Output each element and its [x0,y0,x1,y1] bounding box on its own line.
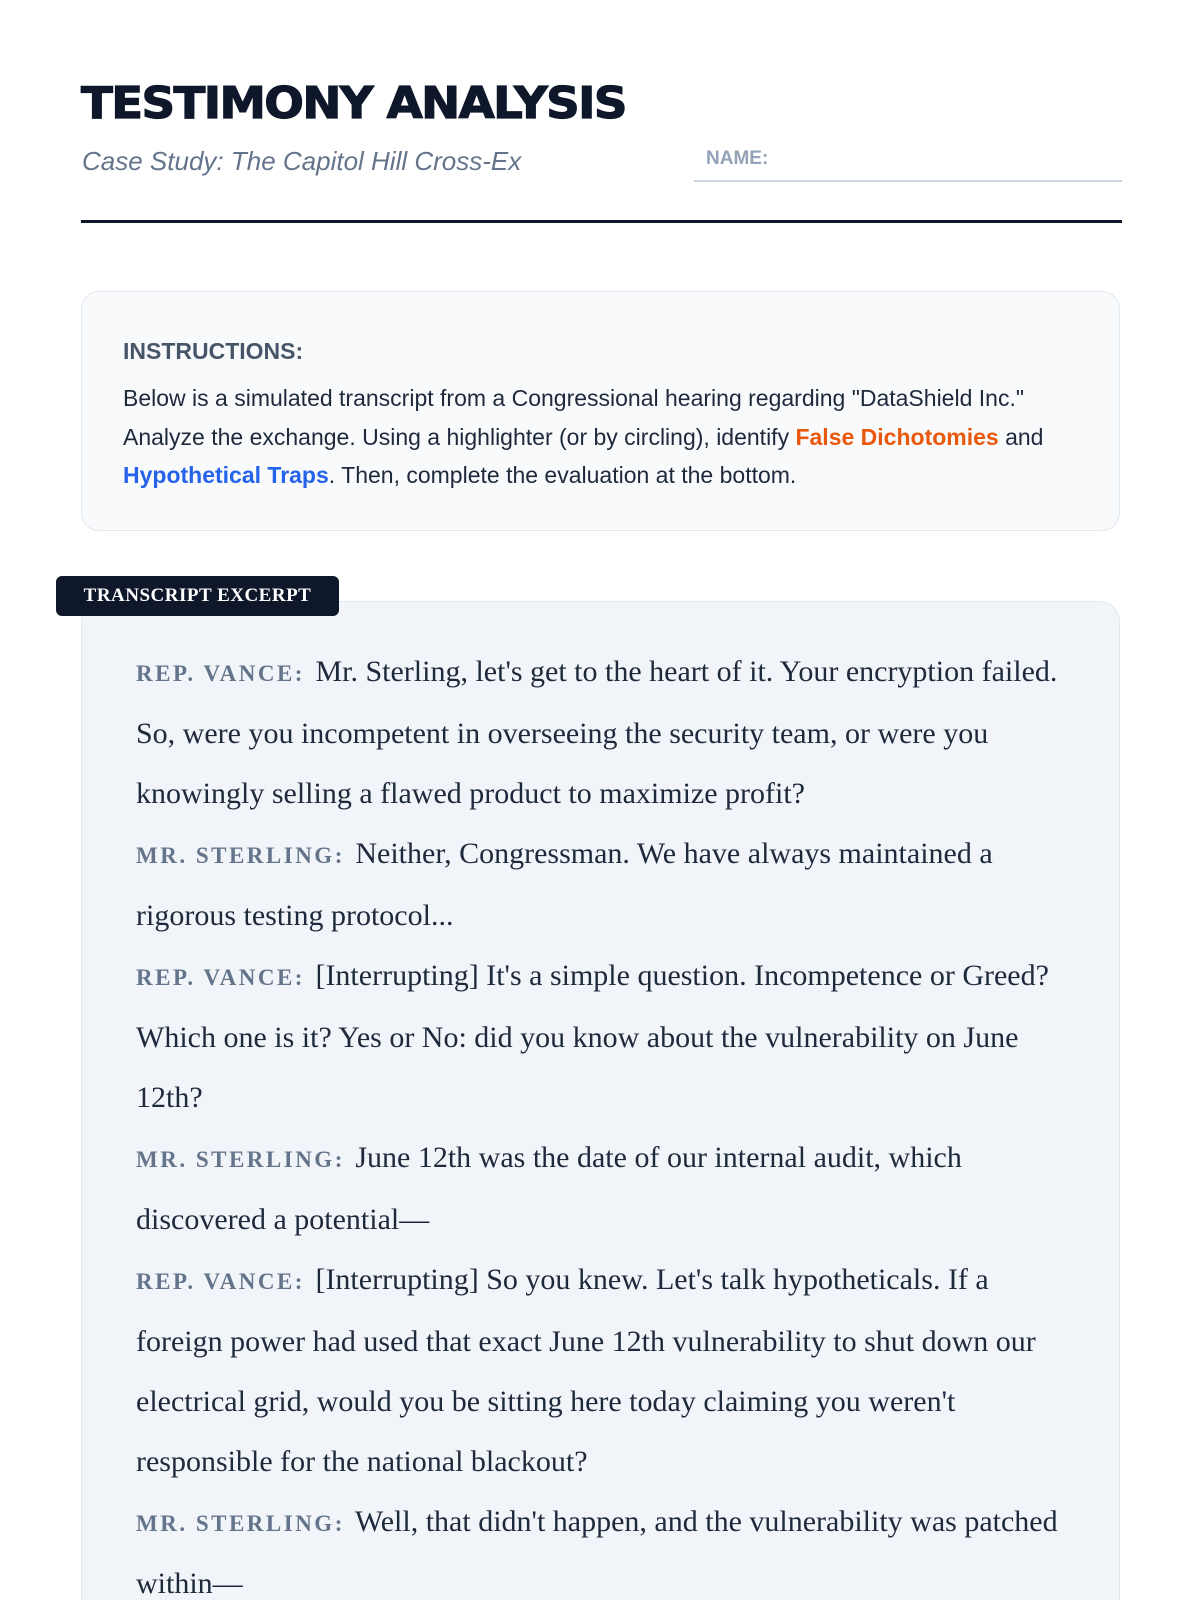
transcript-line [136,1128,1066,1250]
speech-text: June 12th was the date of our internal audit, which discovered a potential— [136,1141,962,1236]
speaker-label: REP. VANCE: [136,965,305,990]
term-hypothetical-traps: Hypothetical Traps [123,462,329,488]
speaker-label: REP. VANCE: [136,1269,305,1294]
speaker-label: MR. STERLING: [136,1511,345,1536]
transcript-panel [81,601,1120,1600]
transcript-line [136,824,1066,946]
instructions-text-and: and [998,423,1044,450]
instructions-text [123,379,1083,495]
page-title: TESTIMONY ANALYSIS [81,78,626,129]
speech-text: Well, that didn't happen, and the vulnerability was patched within— [136,1505,1058,1600]
speaker-label: MR. STERLING: [136,843,345,868]
name-field[interactable] [694,146,1122,182]
transcript-lines [136,642,1066,1600]
transcript-line [136,1250,1066,1492]
transcript-line [136,1492,1066,1600]
instructions-panel [81,291,1120,531]
page-subtitle: Case Study: The Capitol Hill Cross-Ex [82,146,522,176]
instructions-heading: INSTRUCTIONS: [123,338,304,364]
speaker-label: MR. STERLING: [136,1147,345,1172]
instructions-text-intro: Below is a simulated transcript from a Congressional hearing regarding "DataShield Inc." Analyze the exchange. Using a highlighter (or by circling), identify [123,385,1024,450]
transcript-tag: TRANSCRIPT EXCERPT [56,576,339,616]
transcript-line [136,642,1066,824]
speech-text: [Interrupting] So you knew. Let's talk hypotheticals. If a foreign power had used that exact June 12th vulnerability to shut down our electrical grid, would you be sitting here today claiming you weren't responsible for the national blackout? [136,1263,1036,1478]
instructions-text-outro: . Then, complete the evaluation at the bottom. [328,462,797,488]
name-label: NAME: [706,148,769,169]
term-false-dichotomies: False Dichotomies [795,423,999,450]
speaker-label: REP. VANCE: [136,661,305,686]
speech-text: Mr. Sterling, let's get to the heart of it. Your encryption failed. So, were you incompetent in overseeing the security team, or were you knowingly selling a flawed product to maximize profit? [136,655,1058,810]
header-divider [81,220,1122,223]
speech-text: [Interrupting] It's a simple question. Incompetence or Greed? Which one is it? Yes or No: did you know about the vulnerability on June 12th? [136,959,1049,1114]
speech-text: Neither, Congressman. We have always maintained a rigorous testing protocol... [136,837,993,932]
transcript-line [136,946,1066,1128]
